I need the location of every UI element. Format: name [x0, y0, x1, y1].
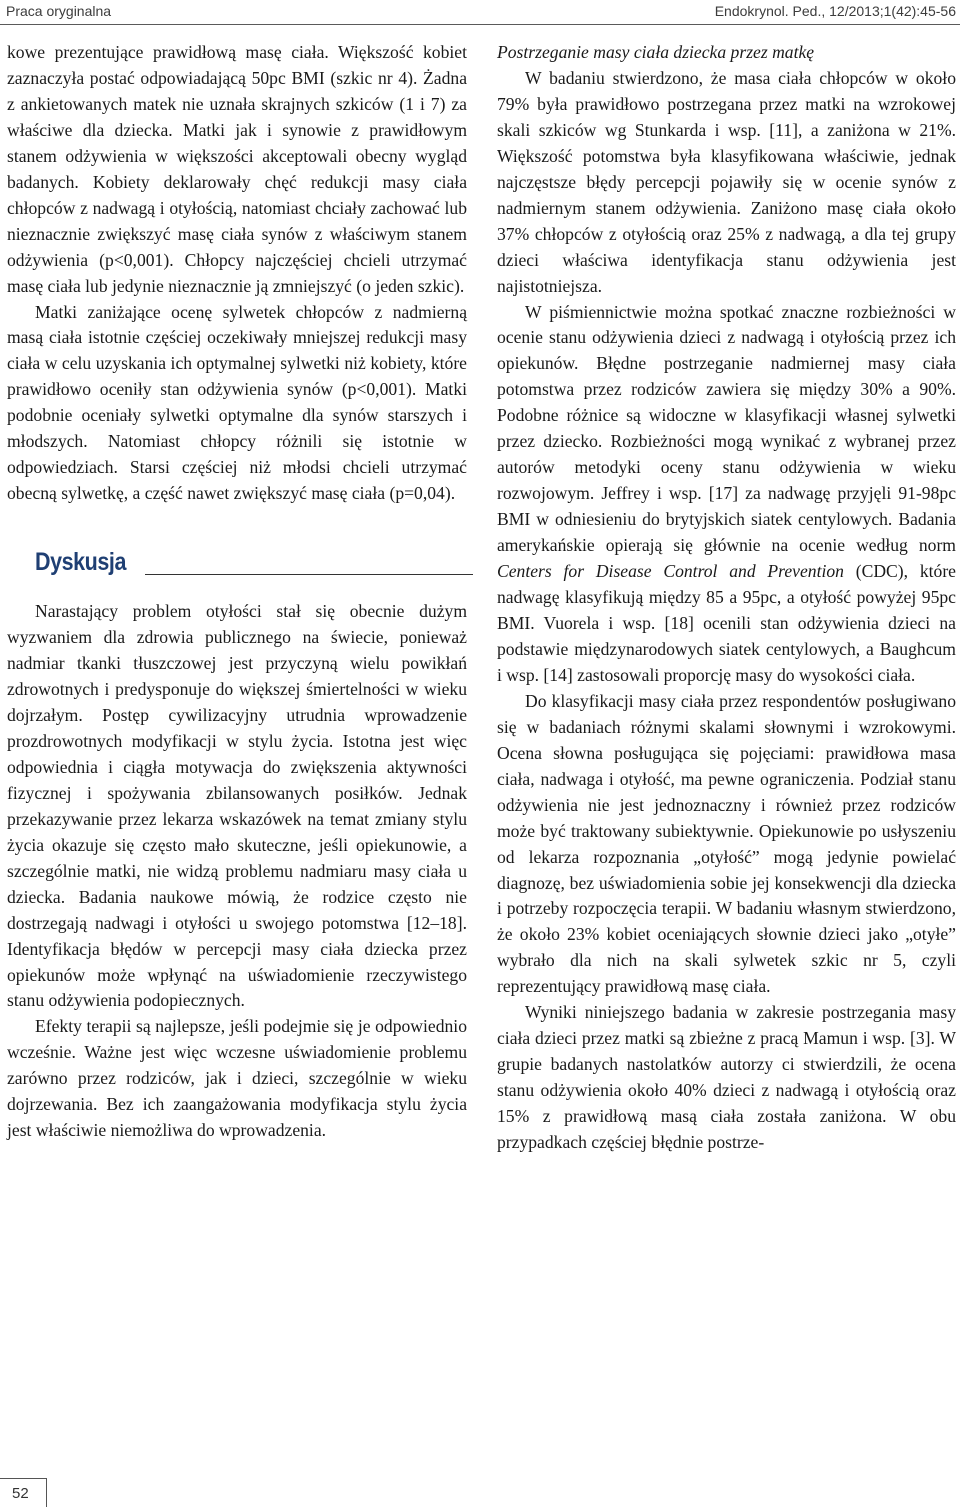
- section-title-discussion: Dyskusja: [35, 548, 126, 577]
- page-number-box: [0, 1478, 47, 1507]
- running-head-right: Endokrynol. Ped., 12/2013;1(42):45-56: [714, 3, 956, 19]
- paragraph-results-continued: kowe prezentujące prawidłową masę ciała. Większość kobiet zaznaczyła postać odpowiadającą 50pc BMI (szkic nr 4). Żadna z ankietowanych matek nie uznała skrajnych szkiców (1 i 7) za właściwe dla dziecka. Matki jak i synowie z prawidłowym stanem odżywienia w większości akceptowali obecny wygląd badanych. Kobiety deklarowały chęć redukcji masy ciała chłopców z nadwagą i otyłością, natomiast chciały zachować lub nieznacznie zwiększyć masę ciała synów z właściwym stanem odżywienia (p<0,001). Chłopcy najczęściej chcieli utrzymać masę ciała lub jedynie nieznacznie ją zmniejszyć (o jeden szkic).: [7, 42, 467, 296]
- paragraph-literature-part-2: (CDC), które nadwagę klasyfikują między 85 a 95pc, a otyłość powyżej 95pc BMI. Vuorela i wsp. [18] ocenili stan odżywienia dzieci na podstawie międzynarodowych siatek centylowych, a Baughcum i wsp. [14] zastosowali proporcję masy do wysokości ciała.: [497, 561, 956, 685]
- section-heading-rule: [145, 574, 473, 575]
- cdc-name-italic: Centers for Disease Control and Prevention: [497, 561, 844, 582]
- paragraph-mothers-underestimate: Matki zaniżające ocenę sylwetek chłopców z nadmierną masą ciała istotnie częściej oczekiwały mniejszej redukcji masy ciała w celu uzyskania ich optymalnej sylwetki niż kobiety, które prawidłowo oceniły stan odżywienia synów (p<0,001). Matki podobnie oceniały sylwetki optymalne dla synów starszych i młodszych. Natomiast chłopcy różnili się istotnie w odpowiedziach. Starsi częściej niż młodsi chcieli utrzymać obecną sylwetkę, a część nawet zwiększyć masę ciała (p=0,04).: [7, 301, 467, 504]
- left-column: [7, 40, 467, 1144]
- subheading-mother-perception: Postrzeganie masy ciała dziecka przez matkę: [497, 42, 815, 62]
- paragraph-literature-discrepancies: [497, 300, 956, 689]
- paragraph-classification-scales: Do klasyfikacji masy ciała przez respondentów posługiwano się w badaniach różnymi skalami słownymi i wzrokowymi. Ocena słowna posługująca się pojęciami: prawidłowa masa ciała, nadwaga i otyłość, ma pewne ograniczenia. Podział stanu odżywienia nie jest jednoznaczny i również przez rodziców może być traktowany subiektywnie. Opiekunowie po usłyszeniu od lekarza rozpoznania „otyłość” mogą jedynie powielać diagnozę, bez uświadomienia sobie jej konsekwencji dla dziecka i potrzeby rozpoczęcia terapii. W badaniu własnym stwierdzono, że około 23% kobiet oceniających słownie dzieci jako „otyłe” wybrało dla nich na skali sylwetek szkic nr 5, czyli reprezentujący prawidłową masę ciała.: [497, 690, 956, 997]
- paragraph-therapy-effects: Efekty terapii są najlepsze, jeśli podejmie się je odpowiednio wcześnie. Ważne jest więc wczesne uświadomienie problemu zarówno przez rodziców, jak i dzieci, szczególnie w wieku dojrzewania. Bez ich zaangażowania modyfikacja stylu życia jest właściwie niemożliwa do wprowadzenia.: [7, 1016, 467, 1141]
- running-head-left: Praca oryginalna: [6, 3, 112, 19]
- right-column: [497, 40, 956, 1156]
- page-number: 52: [12, 1485, 29, 1502]
- paragraph-obesity-problem: Narastający problem otyłości stał się obecnie dużym wyzwaniem dla zdrowia publicznego na świecie, ponieważ nadmiar tkanki tłuszczowej jest przyczyną wielu powikłań zdrowotnych i predysponuje do większej śmiertelności w wieku dojrzałym. Postęp cywilizacyjny utrudnia wprowadzenie prozdrowotnych modyfikacji w stylu życia. Istotna jest więc odpowiednia i ciągła motywacja do zwiększenia aktywności fizycznej i spożywania zbilansowanych posiłków. Jednak przekazywanie przez lekarza wskazówek na temat zmiany stylu życia okazuje się często mało skuteczne, jeśli opiekunowie, a szczególnie matki, nie widzą problemu nadmiaru masy ciała u dziecka. Badania naukowe mówią, że rodzice często nie dostrzegają nadwagi i otyłości u swojego potomstwa [12–18]. Identyfikacja błędów w percepcji masy ciała dziecka przez opiekunów może wpłynąć na uświadomienie rzeczywistego stanu odżywienia podopiecznych.: [7, 601, 467, 1011]
- paragraph-results-comparison: Wyniki niniejszego badania w zakresie postrzegania masy ciała dzieci przez matki są zbieżne z pracą Mamun i wsp. [3]. W grupie badanych nastolatków autorzy ci stwierdzili, że ocena stanu odżywienia około 40% dzieci z nadwagą i otyłością oraz 15% z prawidłową masą ciała została zaniżona. W obu przypadkach częściej błędnie postrze-: [497, 1002, 956, 1153]
- paragraph-literature-part-1: W piśmiennictwie można spotkać znaczne rozbieżności w ocenie stanu odżywienia dzieci z nadwagą i otyłością przez ich opiekunów. Błędne postrzeganie nadmiernej masy ciała potomstwa przez rodziców zawiera się między 30% a 90%. Podobne różnice są widoczne w klasyfikacji własnej sylwetki przez dziecko. Rozbieżności mogą wynikać z wybranej przez autorów metodyki oceny stanu odżywienia w wieku rozwojowym. Jeffrey i wsp. [17] za nadwagę przyjęli 91-98pc BMI w odniesieniu do brytyjskich siatek centylowych. Badania amerykańskie opierają się głównie na ocenie według norm: [497, 301, 956, 556]
- section-heading: [35, 545, 467, 579]
- paragraph-study-findings: W badaniu stwierdzono, że masa ciała chłopców w około 79% była prawidłowo postrzegana przez matki na wzrokowej skali szkiców wg Stunkarda i wsp. [11], a zaniżona w 21%. Większość potomstwa była klasyfikowana właściwie, jednak najczęstsze błędy percepcji pojawiły się w ocenie synów z nadmiernym stanem odżywienia. Zaniżono masę ciała około 37% chłopców z otyłością oraz 25% z nadwagą, a dla tej grupy dzieci właściwa identyfikacja stanu odżywienia jest najistotniejsza.: [497, 67, 956, 296]
- header-rule: [0, 24, 960, 25]
